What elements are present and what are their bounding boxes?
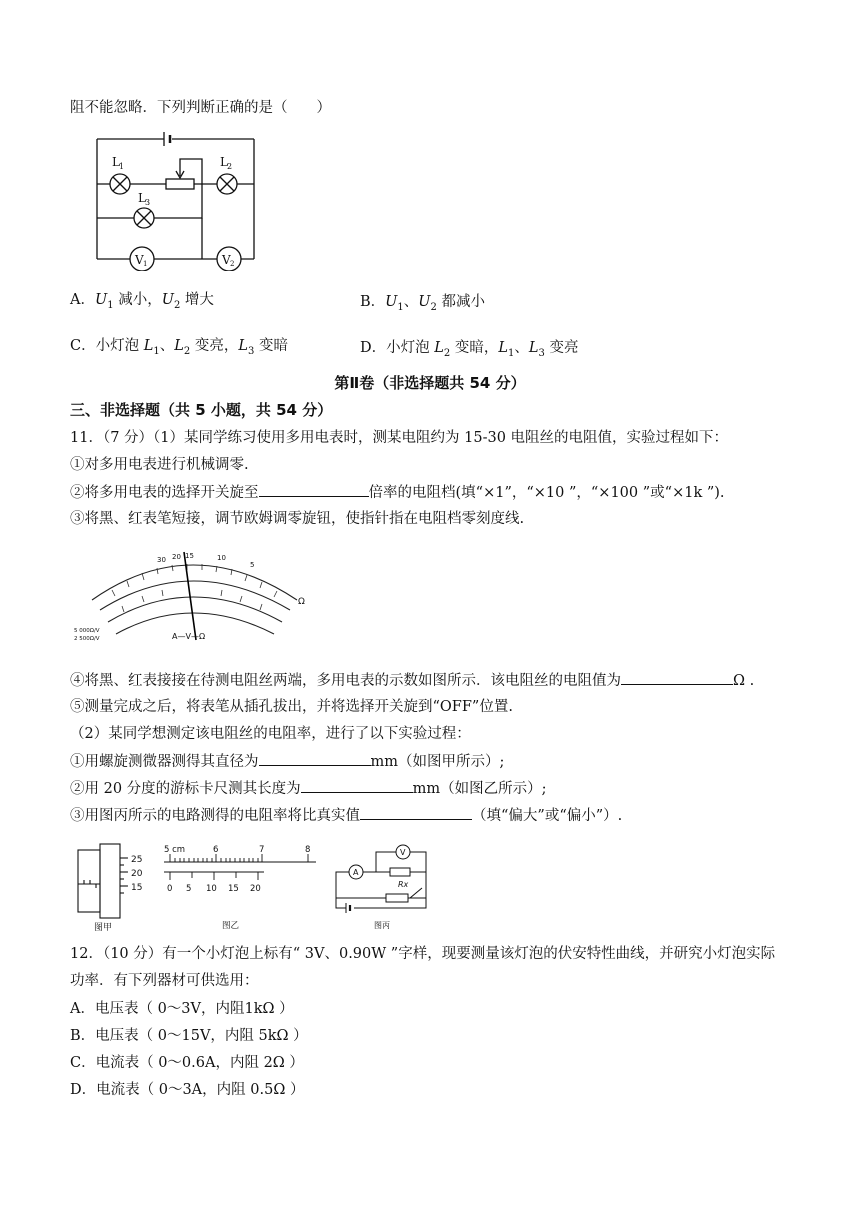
q12-intro-line-1: 12．（10 分）有一个小灯泡上标有“ 3V、0.90W ”字样，现要测量该灯泡的伏安特性曲线，并研究小灯泡实际 bbox=[70, 946, 776, 962]
micrometer-tick-25: 25 bbox=[131, 855, 143, 865]
answer-blank-multiplier[interactable] bbox=[259, 482, 369, 497]
meter-scale-15: 15 bbox=[185, 552, 194, 560]
circuit-rx-label: Rx bbox=[398, 880, 409, 889]
q11-part-2: （2）某同学想测定该电阻丝的电阻率，进行了以下实验过程： bbox=[70, 726, 471, 742]
section-2-title: 第Ⅱ卷（非选择题共 54 分） bbox=[334, 374, 526, 392]
svg-text:L: L bbox=[138, 191, 146, 205]
q10-option-b[interactable]: B．$U_1$、$U_2$ 都减小 bbox=[360, 294, 485, 313]
multimeter-dial-figure bbox=[72, 540, 322, 645]
meter-side-label-2: 2 500Ω/V bbox=[74, 636, 100, 642]
q11-step-4: ④将黑、红表接接在待测电阻丝两端，多用电表的示数如图所示．该电阻丝的电阻值为 Ω . bbox=[70, 670, 754, 691]
q10-option-d[interactable]: D．小灯泡 $L_2$ 变暗，$L_1$、$L_3$ 变亮 bbox=[360, 340, 579, 359]
svg-text:1: 1 bbox=[119, 162, 125, 171]
answer-blank-bias[interactable] bbox=[360, 805, 472, 820]
meter-scale-10: 10 bbox=[217, 554, 226, 562]
svg-text:1: 1 bbox=[143, 260, 148, 268]
q10-option-c[interactable]: C．小灯泡 $L_1$、$L_2$ 变亮，$L_3$ 变暗 bbox=[70, 338, 288, 357]
vernier-caliper-figure bbox=[160, 840, 320, 932]
section-3-title: 三、非选择题（共 5 小题，共 54 分） bbox=[70, 401, 333, 419]
caliper-main-label-5cm: 5 cm bbox=[164, 845, 186, 855]
q12-option-c[interactable]: C．电流表（ 0～0.6A，内阻 2Ω ） bbox=[70, 1055, 304, 1071]
caliper-vernier-20: 20 bbox=[250, 884, 261, 894]
q11-intro: 11．（7 分）（1）某同学练习使用多用电表时，测某电阻约为 15-30 电阻丝的电阻值，实验过程如下： bbox=[70, 430, 729, 446]
q10-circuit-diagram bbox=[92, 126, 262, 271]
caliper-vernier-15: 15 bbox=[228, 884, 239, 894]
svg-text:V: V bbox=[135, 253, 144, 267]
caliper-vernier-0: 0 bbox=[167, 884, 173, 894]
meter-scale-30: 30 bbox=[157, 556, 166, 564]
fig-jia-caption: 图甲 bbox=[94, 923, 113, 932]
svg-text:L: L bbox=[112, 155, 120, 169]
answer-blank-diameter[interactable] bbox=[259, 751, 371, 766]
measurement-circuit-figure bbox=[334, 840, 434, 932]
meter-scale-20: 20 bbox=[172, 553, 181, 561]
q12-option-d[interactable]: D．电流表（ 0～3A，内阻 0.5Ω ） bbox=[70, 1082, 305, 1098]
caliper-main-label-8: 8 bbox=[305, 845, 311, 855]
meter-ohm-symbol: Ω bbox=[298, 597, 305, 607]
fig-bing-caption: 图丙 bbox=[374, 921, 390, 930]
answer-blank-resistance[interactable] bbox=[621, 670, 733, 685]
caliper-main-label-7: 7 bbox=[259, 845, 265, 855]
answer-blank-length[interactable] bbox=[301, 778, 413, 793]
q11-step-5: ⑤测量完成之后，将表笔从插孔拔出，并将选择开关旋到“OFF”位置. bbox=[70, 699, 513, 715]
q11-step-3: ③将黑、红表笔短接，调节欧姆调零旋钮，使指针指在电阻档零刻度线. bbox=[70, 511, 525, 527]
svg-text:2: 2 bbox=[227, 162, 233, 171]
q11-step-1: ①对多用电表进行机械调零. bbox=[70, 457, 249, 473]
q11-part2-step-3: ③用图丙所示的电路测得的电阻率将比真实值 （填“偏大”或“偏小”）. bbox=[70, 805, 622, 826]
micrometer-tick-20: 20 bbox=[131, 869, 143, 879]
meter-mode-label: A—V—Ω bbox=[172, 632, 206, 641]
fig-yi-caption: 图乙 bbox=[222, 921, 240, 931]
meter-side-label-1: 5 000Ω/V bbox=[74, 628, 100, 634]
caliper-vernier-10: 10 bbox=[206, 884, 217, 894]
q11-part2-step-1: ①用螺旋测微器测得其直径为 mm（如图甲所示）; bbox=[70, 751, 504, 772]
micrometer-figure bbox=[76, 840, 156, 932]
svg-text:L: L bbox=[220, 155, 228, 169]
q10-stem-tail: 阻不能忽略．下列判断正确的是（ ） bbox=[70, 100, 331, 116]
q12-option-a[interactable]: A．电压表（ 0～3V，内阻1kΩ ） bbox=[70, 1001, 294, 1017]
svg-text:3: 3 bbox=[145, 198, 151, 207]
q12-option-b[interactable]: B．电压表（ 0～15V，内阻 5kΩ ） bbox=[70, 1028, 308, 1044]
circuit-voltmeter-label: V bbox=[400, 848, 406, 857]
svg-text:2: 2 bbox=[230, 260, 235, 268]
micrometer-tick-15: 15 bbox=[131, 883, 143, 893]
circuit-ammeter-label: A bbox=[353, 868, 359, 877]
q11-step-2: ②将多用电表的选择开关旋至 倍率的电阻档(填“×1”，“×10 ”，“×100 ”或“×1k ”). bbox=[70, 482, 725, 503]
meter-scale-5: 5 bbox=[250, 561, 255, 569]
q10-option-a[interactable]: A．$U_1$ 减小，$U_2$ 增大 bbox=[70, 292, 214, 311]
caliper-vernier-5: 5 bbox=[186, 884, 192, 894]
q12-intro-line-2: 功率．有下列器材可供选用： bbox=[70, 973, 259, 989]
caliper-main-label-6: 6 bbox=[213, 845, 219, 855]
q11-part2-step-2: ②用 20 分度的游标卡尺测其长度为 mm（如图乙所示）; bbox=[70, 778, 547, 799]
svg-text:V: V bbox=[222, 253, 231, 267]
